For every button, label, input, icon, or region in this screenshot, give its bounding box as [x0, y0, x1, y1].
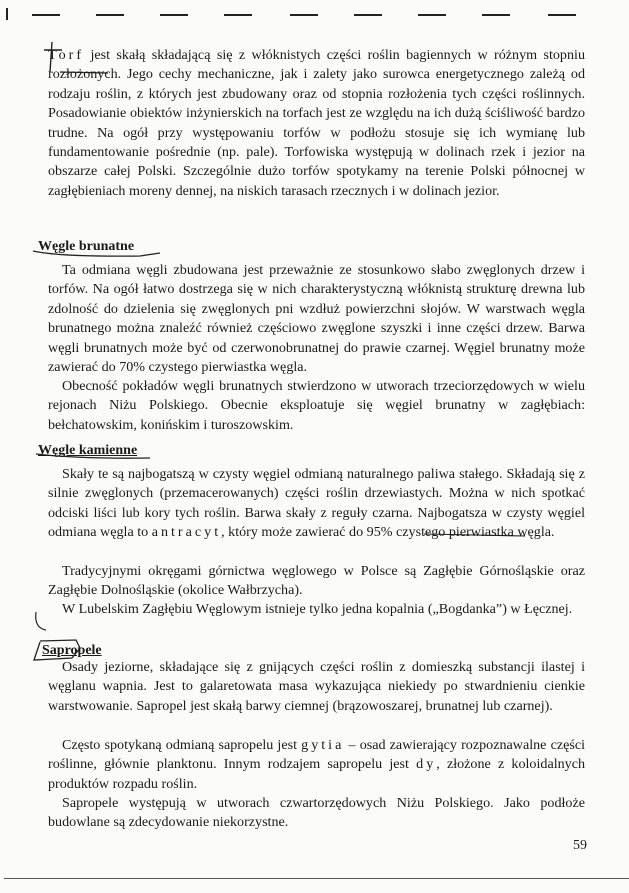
term-antracyt: antracyt — [151, 524, 222, 541]
page-number: 59 — [573, 838, 587, 853]
paragraph: Często spotykaną odmianą sapropelu jest gytia – osad zawierający rozpoznawalne części roślinne, głównie planktonu. Innym rodzajem sapropelu jest dy, złożone z koloidalnych produktów rozpadu roślin. — [48, 737, 586, 792]
marked-phrase: w różnym — [477, 47, 538, 63]
bottom-edge-line — [4, 878, 629, 879]
term-gytia: gytia — [301, 737, 345, 753]
paragraph: Skały te są najbogatszą w czysty węgiel odmianą naturalnego paliwa stałego. Składają się z silnie zwęglonych (przemacerowanych) części roślin drzewiastych. Można w nich spotkać odciski liści lub kory tych roślin. Barwa skały z reguły czarna. Najbogatsza w czysty węgiel odmiana węgla to antracyt, który może zawierać do 95% czystego pierwiastka węgla. — [48, 466, 585, 541]
term-dy: dy — [416, 756, 437, 773]
paragraph: Sapropele występują w utworach czwartorzędowych Niżu Polskiego. Jako podłoże budowlane są zdecydowanie niekorzystne. — [48, 795, 585, 831]
term-torf: Torf — [48, 47, 85, 63]
paragraph: Ta odmiana węgli zbudowana jest przeważnie ze stosunkowo słabo zwęglonych drzew i torfów. Na ogół łatwo dostrzega się w nich charakterystyczną włóknistą strukturę drewna lub zdolność do dzielenia się zwęglonych pni wzdłuż powierzchni słojów. W warstwach węgla brunatnego można znaleźć również częściowo zwęglone szyszki i inne części drzew. Barwa węgli brunatnych może być od czerwonobrunatnej do prawie czarnej. Węgiel brunatny może zawierać do 70% czystego pierwiastka węgla. — [48, 262, 585, 376]
heading-wegle-brunatne: Węgle brunatne — [38, 239, 135, 254]
paragraph: Tradycyjnymi okręgami górnictwa węglowego w Polsce są Zagłębie Górnośląskie oraz Zagłębie Dolnośląskie (okolice Wałbrzycha). — [48, 563, 585, 599]
heading-wegle-kamienne: Węgle kamienne — [38, 443, 138, 458]
paragraph: W Lubelskim Zagłębiu Węglowym istnieje tylko jedna kopalnia („Bogdanka”) w Łęcznej. — [62, 601, 573, 617]
paragraph: Osady jeziorne, składające się z gnijących części roślin z domieszką substancji ilastej i węglanu wapnia. Jest to galaretowata masa wykazująca niekiedy po stwardnieniu cienkie warstwowanie. Sapropel jest skałą barwy ciemnej (brązowoszarej, brunatnej lub czarnej). — [48, 659, 585, 714]
paragraph: Obecność pokładów węgli brunatnych stwierdzono w utworach trzeciorzędowych w wielu rejonach Niżu Polskiego. Obecnie eksploatuje się węgiel brunatny w zagłębiach: bełchatowskim, konińskim i turoszowskim. — [48, 378, 585, 433]
heading-sapropele: Sapropele — [42, 643, 102, 658]
intro-paragraph: Torf jest skałą składającą się z włóknistych części roślin bagiennych w różnym stopniu rozłożonych. Jego cechy mechaniczne, jak i zalety jako surowca energetycznego zależą od rodzaju roślin, z których jest zbudowany oraz od stopnia rozłożenia tych części roślinnych. Posadowianie obiektów inżynierskich na torfach jest ze względu na ich dużą ściśliwość bardzo trudne. Na ogół przy występowaniu torfów w podłożu stosuje się ich wymianę lub fundamentowanie pośrednie (np. pale). Torfowiska występują w dolinach rzek i jezior na obszarze całej Polski. Szczególnie dużo torfów spotykamy na terenie Polski północnej w zagłębieniach moreny dennej, na niskich tarasach rzecznych i w dolinach jezior. — [48, 47, 585, 199]
